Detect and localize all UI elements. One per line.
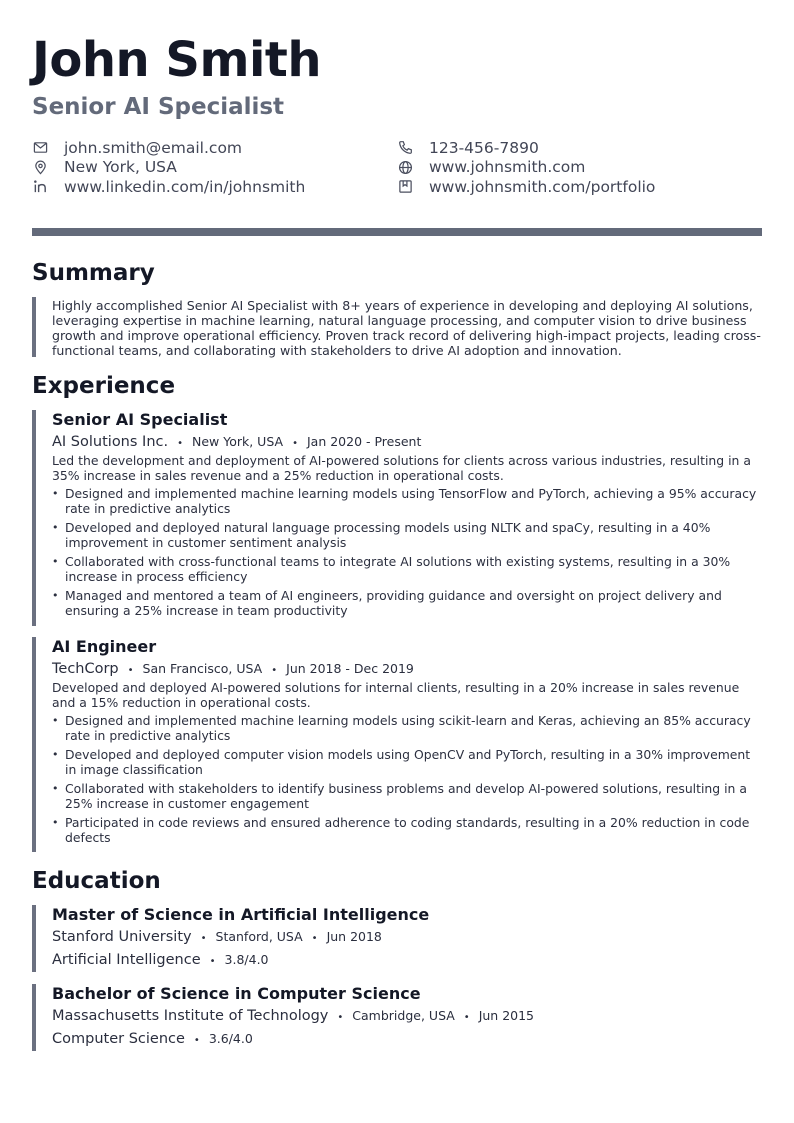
email-text: john.smith@email.com [64,138,243,157]
map-pin-icon [32,159,48,175]
job-meta [52,430,762,453]
list-item: • Managed and mentored a team of AI engineers, providing guidance and oversight on project delivery and ensuring a 25% increase in team productivity [52,588,762,618]
education-field-row [52,948,762,971]
header-divider [32,228,762,236]
job-location: New York, USA [192,434,284,449]
field-of-study: Computer Science [52,1031,185,1047]
contact-location [32,158,305,178]
education-entry [32,905,762,972]
separator-dot: • [177,438,183,449]
candidate-name: John Smith [32,32,322,88]
job-dates: Jun 2018 - Dec 2019 [286,661,414,676]
contact-column-left [32,138,305,197]
website-text: www.johnsmith.com [429,158,586,177]
separator-dot: • [209,956,216,967]
separator-dot: • [200,933,207,944]
separator-dot: • [127,665,134,676]
list-item: • Developed and deployed computer vision models using OpenCV and PyTorch, resulting in a 30% improvement in image classification [52,747,762,777]
education-meta [52,925,762,948]
school-location: Cambridge, USA [352,1008,455,1023]
contact-portfolio[interactable] [397,177,655,197]
phone-icon [397,140,413,156]
contact-column-right [397,138,655,197]
separator-dot: • [292,438,298,449]
job-meta [52,657,762,680]
job-location: San Francisco, USA [142,661,263,676]
list-item: • Developed and deployed natural language processing models using NLTK and spaCy, resulting in a 40% improvement in customer sentiment analysis [52,520,762,550]
summary-block [32,297,762,357]
school-name: Massachusetts Institute of Technology [52,1008,329,1024]
separator-dot: • [337,1012,344,1023]
mail-icon [32,140,48,156]
contact-phone[interactable] [397,138,655,158]
education-field-row [52,1027,762,1050]
company-name: AI Solutions Inc. [52,434,169,450]
job-bullets [52,486,762,618]
list-item: • Collaborated with cross-functional teams to integrate AI solutions with existing systems, resulting in a 30% increase in process efficiency [52,554,762,584]
list-item: • Participated in code reviews and ensured adherence to coding standards, resulting in a 20% reduction in code defects [52,815,762,845]
portfolio-icon [397,179,413,195]
separator-dot: • [193,1035,200,1046]
field-of-study: Artificial Intelligence [52,952,201,968]
separator-dot: • [271,665,278,676]
job-title: Senior AI Specialist [52,410,228,429]
company-name: TechCorp [52,661,119,677]
globe-icon [397,159,413,175]
graduation-date: Jun 2018 [326,929,382,944]
education-heading: Education [32,868,161,894]
contact-linkedin[interactable] [32,177,305,197]
list-item: • Collaborated with stakeholders to identify business problems and develop AI-powered solutions, resulting in a 25% increase in customer engagement [52,781,762,811]
experience-entry [32,410,762,626]
job-description: Led the development and deployment of AI-powered solutions for clients across various industries, resulting in a 35% increase in sales revenue and a 25% reduction in operational costs. [52,453,751,483]
location-text: New York, USA [64,158,177,177]
gpa: 3.6/4.0 [208,1031,253,1046]
graduation-date: Jun 2015 [478,1008,535,1023]
degree-title: Master of Science in Artificial Intelligence [52,905,430,924]
job-bullets [52,713,762,845]
experience-entry [32,637,762,852]
separator-dot: • [311,933,318,944]
summary-heading: Summary [32,260,155,286]
job-title: AI Engineer [52,637,157,656]
gpa: 3.8/4.0 [224,952,269,967]
degree-title: Bachelor of Science in Computer Science [52,984,421,1003]
education-entry [32,984,762,1051]
linkedin-icon [32,179,48,195]
list-item: • Designed and implemented machine learning models using scikit-learn and Keras, achieving an 85% accuracy rate in predictive analytics [52,713,762,743]
education-meta [52,1004,762,1027]
school-location: Stanford, USA [215,929,303,944]
contact-email[interactable] [32,138,305,158]
phone-text: 123-456-7890 [429,138,539,157]
list-item: • Designed and implemented machine learning models using TensorFlow and PyTorch, achieving a 95% accuracy rate in predictive analytics [52,486,762,516]
linkedin-text: www.linkedin.com/in/johnsmith [64,177,306,196]
job-description: Developed and deployed AI-powered solutions for internal clients, resulting in a 20% increase in sales revenue and a 15% reduction in operational costs. [52,680,740,710]
school-name: Stanford University [52,929,192,945]
candidate-title: Senior AI Specialist [32,94,285,120]
contact-website[interactable] [397,158,655,178]
experience-heading: Experience [32,373,176,399]
summary-text: Highly accomplished Senior AI Specialist with 8+ years of experience in developing and deploying AI solutions, leveraging expertise in machine learning, natural language processing, and computer vision to drive business growth and improve operational efficiency. Proven track record of delivering high-impact projects, leading cross-functional teams, and collaborating with stakeholders to drive AI adoption and innovation. [52,298,761,358]
job-dates: Jan 2020 - Present [306,434,422,449]
portfolio-text: www.johnsmith.com/portfolio [429,177,656,196]
separator-dot: • [463,1012,470,1023]
